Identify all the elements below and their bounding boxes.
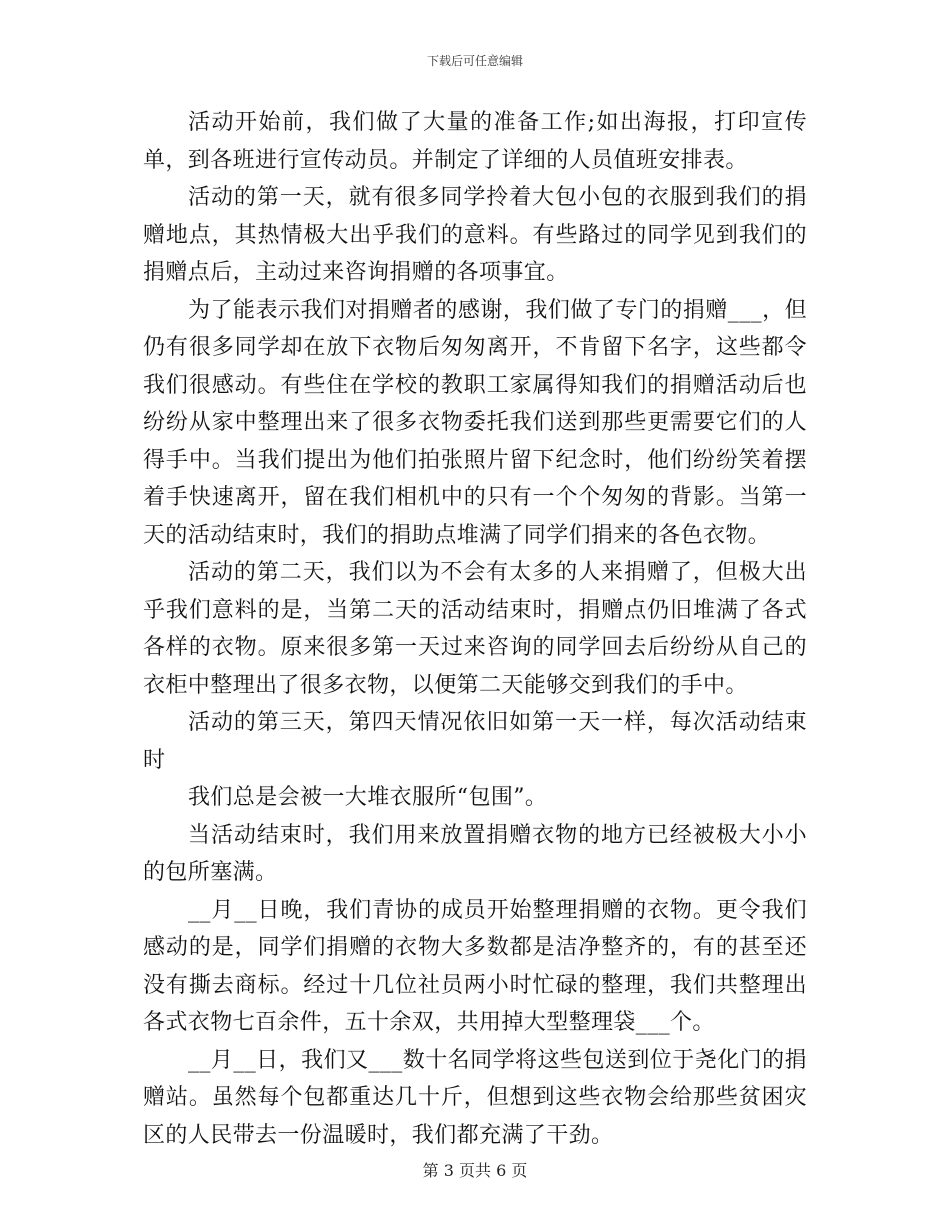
paragraph-sorting: __月__日晚，我们青协的成员开始整理捐赠的衣物。更令我们感动的是，同学们捐赠的衣物大多数都是洁净整齐的，有的甚至还没有撕去商标。经过十几位社员两小时忙碌的整理，我们共整理出各式衣物七百余件，五十余双，共用掉大型整理袋___个。 bbox=[143, 897, 807, 1035]
paragraph-preparation: 活动开始前，我们做了大量的准备工作;如出海报，打印宣传单，到各班进行宣传动员。并制定了详细的人员值班安排表。 bbox=[143, 110, 807, 173]
paragraph-thanks: 为了能表示我们对捐赠者的感谢，我们做了专门的捐赠___，但仍有很多同学却在放下衣物后匆匆离开，不肯留下名字，这些都令我们很感动。有些住在学校的教职工家属得知我们的捐赠活动后也纷纷从家中整理出来了很多衣物委托我们送到那些更需要它们的人得手中。当我们提出为他们拍张照片留下纪念时，他们纷纷笑着摆着手快速离开，留在我们相机中的只有一个个匆匆的背影。当第一天的活动结束时，我们的捐助点堆满了同学们捐来的各色衣物。 bbox=[143, 297, 807, 548]
paragraph-surrounded: 我们总是会被一大堆衣服所“包围”。 bbox=[188, 785, 548, 810]
paragraph-delivery: __月__日，我们又___数十名同学将这些包送到位于尧化门的捐赠站。虽然每个包都重达几十斤，但想到这些衣物会给那些贫困灾区的人民带去一份温暖时，我们都充满了干劲。 bbox=[143, 1047, 807, 1148]
page-header-note: 下载后可任意编辑 bbox=[426, 54, 523, 68]
paragraph-day-two: 活动的第二天，我们以为不会有太多的人来捐赠了，但极大出乎我们意料的是，当第二天的活动结束时，捐赠点仍旧堆满了各式各样的衣物。原来很多第一天过来咨询的同学回去后纷纷从自己的衣柜中整理出了很多衣物，以便第二天能够交到我们的手中。 bbox=[143, 560, 807, 698]
page-number: 第 3 页共 6 页 bbox=[422, 1161, 528, 1180]
paragraph-day-one: 活动的第一天，就有很多同学拎着大包小包的衣服到我们的捐赠地点，其热情极大出乎我们的意料。有些路过的同学见到我们的捐赠点后，主动过来咨询捐赠的各项事宜。 bbox=[143, 185, 807, 285]
paragraph-activity-end: 当活动结束时，我们用来放置捐赠衣物的地方已经被极大小小的包所塞满。 bbox=[143, 822, 807, 885]
document-body bbox=[143, 104, 807, 1154]
paragraph-day-three-four: 活动的第三天，第四天情况依旧如第一天一样，每次活动结束时 bbox=[143, 710, 807, 773]
